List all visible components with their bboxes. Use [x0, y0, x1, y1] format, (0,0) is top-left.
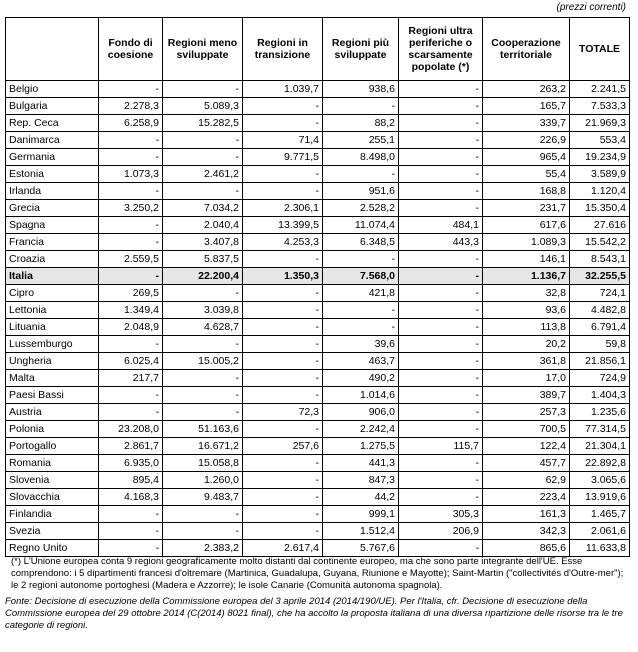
- row-country: Estonia: [6, 166, 99, 183]
- row-value: 7.034,2: [163, 200, 243, 217]
- row-value: -: [399, 98, 483, 115]
- table-row: [6, 132, 630, 149]
- row-value: 339,7: [483, 115, 570, 132]
- table-row: [6, 217, 630, 234]
- row-value: -: [243, 421, 323, 438]
- row-value: 2.617,4: [243, 540, 323, 557]
- row-value: -: [243, 166, 323, 183]
- row-value: 3.250,2: [99, 200, 163, 217]
- row-value: 1.512,4: [323, 523, 399, 540]
- row-value: 490,2: [323, 370, 399, 387]
- row-value: 113,8: [483, 319, 570, 336]
- row-country: Francia: [6, 234, 99, 251]
- table-row: [6, 438, 630, 455]
- row-value: -: [399, 540, 483, 557]
- table-row: [6, 540, 630, 557]
- row-value: 895,4: [99, 472, 163, 489]
- row-value: -: [243, 98, 323, 115]
- row-value: 62,9: [483, 472, 570, 489]
- row-value: 1.235,6: [570, 404, 630, 421]
- row-value: 161,3: [483, 506, 570, 523]
- row-value: -: [399, 149, 483, 166]
- header-less-developed: Regioni meno sviluppate: [163, 18, 243, 81]
- row-country: Svezia: [6, 523, 99, 540]
- row-value: 122,4: [483, 438, 570, 455]
- table-body: [6, 81, 630, 557]
- row-value: 4.168,3: [99, 489, 163, 506]
- table-row: [6, 472, 630, 489]
- row-value: -: [99, 149, 163, 166]
- table-row: [6, 302, 630, 319]
- header-total: TOTALE: [570, 18, 630, 81]
- table-row: [6, 404, 630, 421]
- row-value: 257,6: [243, 438, 323, 455]
- table-row: [6, 268, 630, 285]
- row-country: Austria: [6, 404, 99, 421]
- row-value: 1.260,0: [163, 472, 243, 489]
- row-value: -: [323, 166, 399, 183]
- row-value: -: [243, 285, 323, 302]
- row-country: Spagna: [6, 217, 99, 234]
- row-value: -: [99, 336, 163, 353]
- row-value: 6.791,4: [570, 319, 630, 336]
- row-value: 19.234,9: [570, 149, 630, 166]
- row-value: 965,4: [483, 149, 570, 166]
- row-value: -: [399, 251, 483, 268]
- row-value: -: [163, 404, 243, 421]
- row-value: 6.348,5: [323, 234, 399, 251]
- row-value: -: [399, 472, 483, 489]
- row-value: 21.304,1: [570, 438, 630, 455]
- row-value: -: [399, 353, 483, 370]
- row-value: 255,1: [323, 132, 399, 149]
- row-value: 1.089,3: [483, 234, 570, 251]
- row-value: -: [99, 217, 163, 234]
- row-country: Grecia: [6, 200, 99, 217]
- row-value: 257,3: [483, 404, 570, 421]
- row-value: 2.383,2: [163, 540, 243, 557]
- row-value: 847,3: [323, 472, 399, 489]
- row-value: 724,1: [570, 285, 630, 302]
- row-value: 15.350,4: [570, 200, 630, 217]
- row-value: 9.771,5: [243, 149, 323, 166]
- row-value: 226,9: [483, 132, 570, 149]
- table-row: [6, 506, 630, 523]
- row-value: -: [163, 523, 243, 540]
- row-value: -: [243, 370, 323, 387]
- funds-table: [5, 17, 630, 557]
- source-text: Decisione di esecuzione della Commissione europea del 3 aprile 2014 (2014/190/UE). Per l'Italia, cfr. Decisione di esecuzione della Commissione europea del 29 ottobre 2014 (C(2014) 8021 final), che ha accolto la proposta italiana di una diversa ripartizione delle risorse tra le tre categorie di regioni.: [5, 596, 623, 631]
- row-value: 71,4: [243, 132, 323, 149]
- row-country: Finlandia: [6, 506, 99, 523]
- row-value: 7.533,3: [570, 98, 630, 115]
- row-country: Croazia: [6, 251, 99, 268]
- row-value: 4.482,8: [570, 302, 630, 319]
- row-value: 724,9: [570, 370, 630, 387]
- row-value: -: [399, 285, 483, 302]
- row-value: 6.025,4: [99, 353, 163, 370]
- row-value: -: [243, 489, 323, 506]
- row-value: 93,6: [483, 302, 570, 319]
- row-value: 168,8: [483, 183, 570, 200]
- row-value: -: [323, 251, 399, 268]
- row-value: -: [163, 81, 243, 98]
- row-value: -: [399, 302, 483, 319]
- row-value: 938,6: [323, 81, 399, 98]
- row-value: 5.767,6: [323, 540, 399, 557]
- row-country: Germania: [6, 149, 99, 166]
- row-country: Cipro: [6, 285, 99, 302]
- header-country: [6, 18, 99, 81]
- row-value: -: [99, 132, 163, 149]
- row-value: -: [399, 268, 483, 285]
- table-row: [6, 489, 630, 506]
- row-value: 1.039,7: [243, 81, 323, 98]
- row-value: 361,8: [483, 353, 570, 370]
- row-country: Irlanda: [6, 183, 99, 200]
- row-country: Malta: [6, 370, 99, 387]
- row-value: 8.543,1: [570, 251, 630, 268]
- row-value: 2.048,9: [99, 319, 163, 336]
- header-outermost: Regioni ultra periferiche o scarsamente popolate (*): [399, 18, 483, 81]
- row-value: 15.005,2: [163, 353, 243, 370]
- row-value: 15.542,2: [570, 234, 630, 251]
- source-label: Fonte:: [5, 596, 32, 607]
- row-value: 263,2: [483, 81, 570, 98]
- row-value: 7.568,0: [323, 268, 399, 285]
- row-value: 2.559,5: [99, 251, 163, 268]
- row-value: -: [399, 200, 483, 217]
- row-value: 77.314,5: [570, 421, 630, 438]
- row-value: 13.919,6: [570, 489, 630, 506]
- row-value: -: [243, 183, 323, 200]
- row-value: 39,6: [323, 336, 399, 353]
- row-value: 22.892,8: [570, 455, 630, 472]
- row-country: Rep. Ceca: [6, 115, 99, 132]
- row-country: Paesi Bassi: [6, 387, 99, 404]
- table-row: [6, 166, 630, 183]
- row-value: -: [99, 234, 163, 251]
- row-value: -: [399, 115, 483, 132]
- row-value: -: [99, 404, 163, 421]
- row-country: Polonia: [6, 421, 99, 438]
- row-value: 32,8: [483, 285, 570, 302]
- row-value: 865,6: [483, 540, 570, 557]
- row-value: -: [99, 81, 163, 98]
- row-value: -: [163, 149, 243, 166]
- row-value: 23.208,0: [99, 421, 163, 438]
- row-value: -: [399, 81, 483, 98]
- header-cohesion-fund: Fondo di coesione: [99, 18, 163, 81]
- row-value: -: [323, 319, 399, 336]
- row-value: -: [163, 336, 243, 353]
- row-value: 389,7: [483, 387, 570, 404]
- row-value: -: [399, 370, 483, 387]
- row-value: 2.278,3: [99, 98, 163, 115]
- row-value: 2.242,4: [323, 421, 399, 438]
- row-value: 1.465,7: [570, 506, 630, 523]
- row-value: 1.350,3: [243, 268, 323, 285]
- row-value: 13.399,5: [243, 217, 323, 234]
- row-value: -: [243, 336, 323, 353]
- row-value: 342,3: [483, 523, 570, 540]
- table-row: [6, 115, 630, 132]
- row-value: -: [323, 302, 399, 319]
- row-value: 217,7: [99, 370, 163, 387]
- row-value: 115,7: [399, 438, 483, 455]
- row-value: -: [163, 183, 243, 200]
- table-row: [6, 200, 630, 217]
- row-value: 269,5: [99, 285, 163, 302]
- row-value: -: [99, 506, 163, 523]
- row-value: 2.241,5: [570, 81, 630, 98]
- row-value: -: [99, 387, 163, 404]
- row-value: 1.136,7: [483, 268, 570, 285]
- row-value: -: [399, 166, 483, 183]
- row-value: -: [399, 455, 483, 472]
- row-value: 16.671,2: [163, 438, 243, 455]
- table-row: [6, 370, 630, 387]
- row-value: -: [399, 421, 483, 438]
- row-value: 55,4: [483, 166, 570, 183]
- row-value: 27.616: [570, 217, 630, 234]
- row-country: Slovenia: [6, 472, 99, 489]
- row-value: -: [99, 268, 163, 285]
- note-star: (*) L'Unione europea conta 9 regioni geograficamente molto distanti dal continente europeo, ma che sono parte integrante dell'UE. Esse comprendono: i 5 dipartimenti francesi d'oltremare (Martinica, Guadalupa, Guyana, Riunione e Mayotte); Saint-Martin ("collectivités d'Outre-mer"); le 2 regioni autonome portoghesi (Madera e Azzorre); le isole Canarie (Comunità autonoma spagnola).: [11, 556, 624, 591]
- table-row: [6, 285, 630, 302]
- row-value: 2.861,7: [99, 438, 163, 455]
- row-country: Romania: [6, 455, 99, 472]
- row-value: 1.073,3: [99, 166, 163, 183]
- row-value: 8.498,0: [323, 149, 399, 166]
- row-value: -: [243, 319, 323, 336]
- row-value: 44,2: [323, 489, 399, 506]
- header-cooperation: Cooperazione territoriale: [483, 18, 570, 81]
- row-value: -: [163, 370, 243, 387]
- table-row: [6, 149, 630, 166]
- row-value: 5.089,3: [163, 98, 243, 115]
- row-country: Lettonia: [6, 302, 99, 319]
- row-value: -: [163, 285, 243, 302]
- table-row: [6, 523, 630, 540]
- row-value: 3.039,8: [163, 302, 243, 319]
- row-country: Ungheria: [6, 353, 99, 370]
- header-transition: Regioni in transizione: [243, 18, 323, 81]
- row-value: -: [163, 506, 243, 523]
- row-value: -: [99, 183, 163, 200]
- row-country: Lussemburgo: [6, 336, 99, 353]
- header-more-developed: Regioni più sviluppate: [323, 18, 399, 81]
- table-row: [6, 421, 630, 438]
- source-note: [5, 596, 629, 632]
- row-value: -: [399, 336, 483, 353]
- row-country: Belgio: [6, 81, 99, 98]
- row-value: -: [243, 455, 323, 472]
- row-value: -: [163, 132, 243, 149]
- row-value: 463,7: [323, 353, 399, 370]
- row-value: -: [243, 523, 323, 540]
- row-value: -: [399, 404, 483, 421]
- row-value: 4.253,3: [243, 234, 323, 251]
- row-value: -: [243, 387, 323, 404]
- row-value: 617,6: [483, 217, 570, 234]
- row-value: -: [399, 489, 483, 506]
- row-value: 421,8: [323, 285, 399, 302]
- row-value: 700,5: [483, 421, 570, 438]
- row-value: 2.306,1: [243, 200, 323, 217]
- row-value: 206,9: [399, 523, 483, 540]
- row-value: 951,6: [323, 183, 399, 200]
- row-value: 6.258,9: [99, 115, 163, 132]
- table-row: [6, 251, 630, 268]
- row-value: -: [243, 506, 323, 523]
- row-value: 1.275,5: [323, 438, 399, 455]
- row-value: 906,0: [323, 404, 399, 421]
- row-value: 1.120,4: [570, 183, 630, 200]
- table-row: [6, 234, 630, 251]
- row-value: 9.483,7: [163, 489, 243, 506]
- row-value: 3.589,9: [570, 166, 630, 183]
- table-row: [6, 387, 630, 404]
- row-value: -: [99, 540, 163, 557]
- header-row: [6, 18, 630, 81]
- row-value: 11.074,4: [323, 217, 399, 234]
- row-value: 2.061,6: [570, 523, 630, 540]
- notes: [5, 556, 629, 632]
- row-value: 32.255,5: [570, 268, 630, 285]
- table-row: [6, 98, 630, 115]
- table-row: [6, 319, 630, 336]
- row-value: -: [243, 251, 323, 268]
- row-value: 21.969,3: [570, 115, 630, 132]
- row-value: -: [399, 319, 483, 336]
- table-row: [6, 353, 630, 370]
- row-value: 999,1: [323, 506, 399, 523]
- row-value: -: [99, 523, 163, 540]
- row-value: 3.065,6: [570, 472, 630, 489]
- row-value: 3.407,8: [163, 234, 243, 251]
- row-value: -: [243, 353, 323, 370]
- row-value: -: [399, 183, 483, 200]
- row-value: 20,2: [483, 336, 570, 353]
- table-row: [6, 455, 630, 472]
- row-value: 484,1: [399, 217, 483, 234]
- row-value: 15.058,8: [163, 455, 243, 472]
- row-value: 457,7: [483, 455, 570, 472]
- table-row: [6, 183, 630, 200]
- row-country: Lituania: [6, 319, 99, 336]
- row-value: 441,3: [323, 455, 399, 472]
- row-value: 443,3: [399, 234, 483, 251]
- row-value: 15.282,5: [163, 115, 243, 132]
- table-row: [6, 336, 630, 353]
- row-value: 553,4: [570, 132, 630, 149]
- row-value: 165,7: [483, 98, 570, 115]
- row-value: 72,3: [243, 404, 323, 421]
- row-value: -: [243, 115, 323, 132]
- row-value: 21.856,1: [570, 353, 630, 370]
- row-value: 146,1: [483, 251, 570, 268]
- row-value: 22.200,4: [163, 268, 243, 285]
- row-value: -: [323, 98, 399, 115]
- row-value: 231,7: [483, 200, 570, 217]
- row-value: 5.837,5: [163, 251, 243, 268]
- row-country: Bulgaria: [6, 98, 99, 115]
- row-value: 1.404,3: [570, 387, 630, 404]
- row-value: -: [399, 132, 483, 149]
- table-row: [6, 81, 630, 98]
- row-country: Slovacchia: [6, 489, 99, 506]
- row-value: 88,2: [323, 115, 399, 132]
- row-value: 1.014,6: [323, 387, 399, 404]
- row-country: Regno Unito: [6, 540, 99, 557]
- row-value: 51.163,6: [163, 421, 243, 438]
- row-country: Portogallo: [6, 438, 99, 455]
- row-value: 305,3: [399, 506, 483, 523]
- row-value: 223,4: [483, 489, 570, 506]
- unit-label: (prezzi correnti): [556, 2, 626, 13]
- row-value: 2.461,2: [163, 166, 243, 183]
- row-value: -: [243, 472, 323, 489]
- row-value: 2.040,4: [163, 217, 243, 234]
- row-value: 2.528,2: [323, 200, 399, 217]
- row-value: 1.349,4: [99, 302, 163, 319]
- row-value: 11.633,8: [570, 540, 630, 557]
- row-country: Danimarca: [6, 132, 99, 149]
- row-value: 17,0: [483, 370, 570, 387]
- row-value: 6.935,0: [99, 455, 163, 472]
- row-value: 4.628,7: [163, 319, 243, 336]
- row-value: -: [399, 387, 483, 404]
- row-value: 59,8: [570, 336, 630, 353]
- row-value: -: [243, 302, 323, 319]
- row-country: Italia: [6, 268, 99, 285]
- row-value: -: [163, 387, 243, 404]
